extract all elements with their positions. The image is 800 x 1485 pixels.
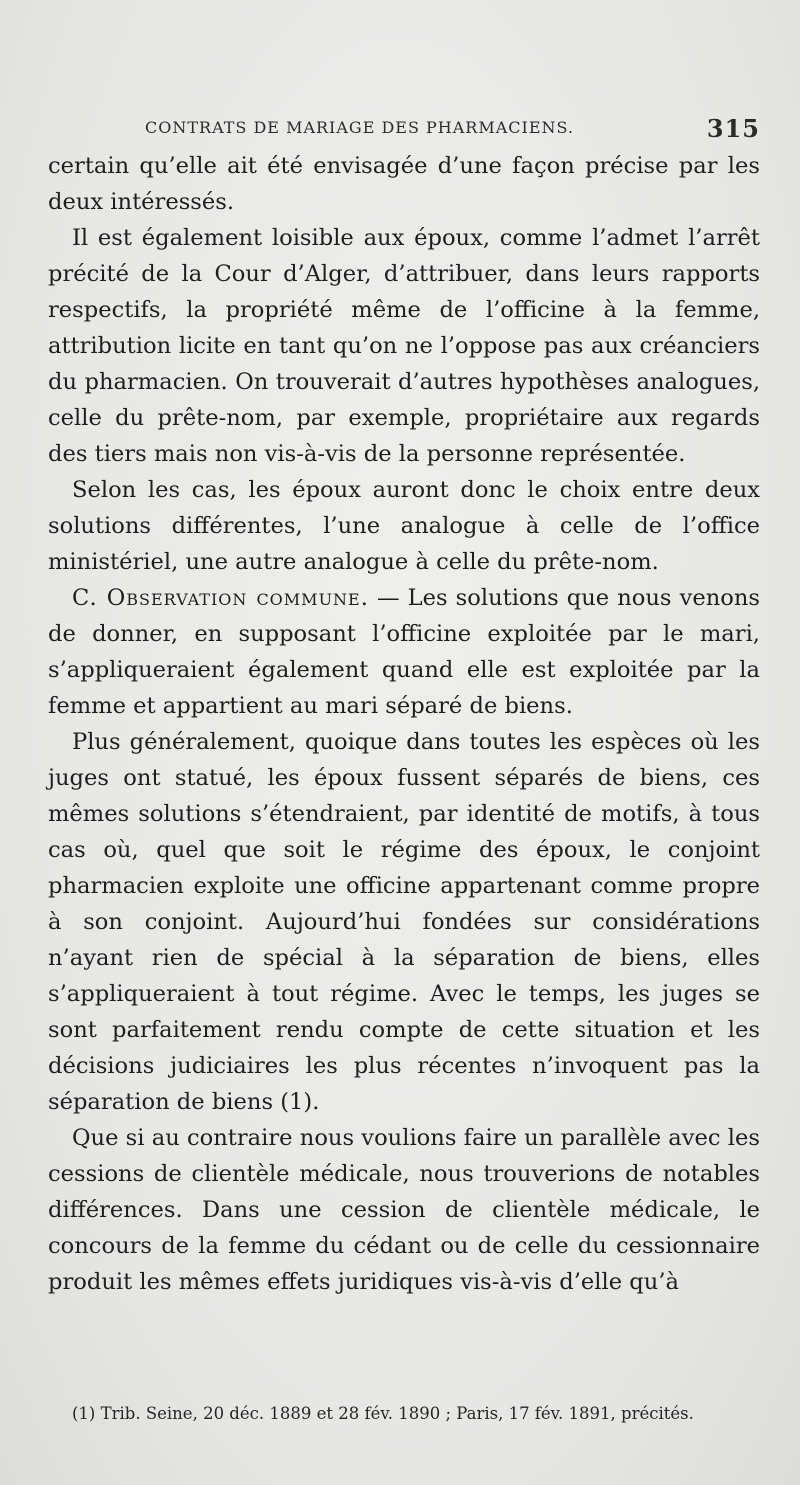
paragraph: Il est également loisible aux époux, comme l’admet l’arrêt précité de la Cour d’Alger, d’attribuer, dans leurs rapports respectifs, la propriété même de l’officine à la femme, attribution licite en tant qu’on ne l’oppose pas aux créanciers du pharmacien. On trouverait d’autres hypothèses analogues, celle du prête-nom, par exemple, propriétaire aux regards des tiers mais non vis-à-vis de la personne représentée. bbox=[48, 225, 760, 467]
page-number: 315 bbox=[706, 114, 760, 143]
running-title: CONTRATS DE MARIAGE DES PHARMACIENS. bbox=[145, 118, 575, 137]
page-header bbox=[145, 114, 760, 144]
footnote: (1) Trib. Seine, 20 déc. 1889 et 28 fév. 1890 ; Paris, 17 fév. 1891, précités. bbox=[72, 1404, 694, 1423]
paragraph-observation-commune bbox=[48, 580, 760, 724]
body-text bbox=[48, 148, 760, 1300]
paragraph: Que si au contraire nous voulions faire un parallèle avec les cessions de clientèle médicale, nous trouverions de notables différences. Dans une cession de clientèle médicale, le concours de la femme du cédant ou de celle du cessionnaire produit les mêmes effets juridiques vis-à-vis d’elle qu’à bbox=[48, 1125, 760, 1295]
paragraph: Selon les cas, les époux auront donc le choix entre deux solutions différentes, l’une analogue à celle de l’office ministériel, une autre analogue à celle du prête-nom. bbox=[48, 477, 760, 575]
paragraph-continuation: certain qu’elle ait été envisagée d’une façon précise par les deux intéressés. bbox=[48, 153, 760, 215]
section-heading: C. Observation commune. bbox=[72, 585, 369, 611]
paragraph: Plus généralement, quoique dans toutes les espèces où les juges ont statué, les époux fussent séparés de biens, ces mêmes solutions s’étendraient, par identité de motifs, à tous cas où, quel que soit le régime des époux, le conjoint pharmacien exploite une officine appartenant comme propre à son conjoint. Aujourd’hui fondées sur considérations n’ayant rien de spécial à la séparation de biens, elles s’appliqueraient à tout régime. Avec le temps, les juges se sont parfaitement rendu compte de cette situation et les décisions judiciaires les plus récentes n’invoquent pas la séparation de biens (1). bbox=[48, 729, 760, 1115]
paragraph-text: — Les solutions que nous venons de donner, en supposant l’officine exploitée par le mari, s’appliqueraient également quand elle est exploitée par la femme et appartient au mari séparé de biens. bbox=[48, 585, 760, 719]
